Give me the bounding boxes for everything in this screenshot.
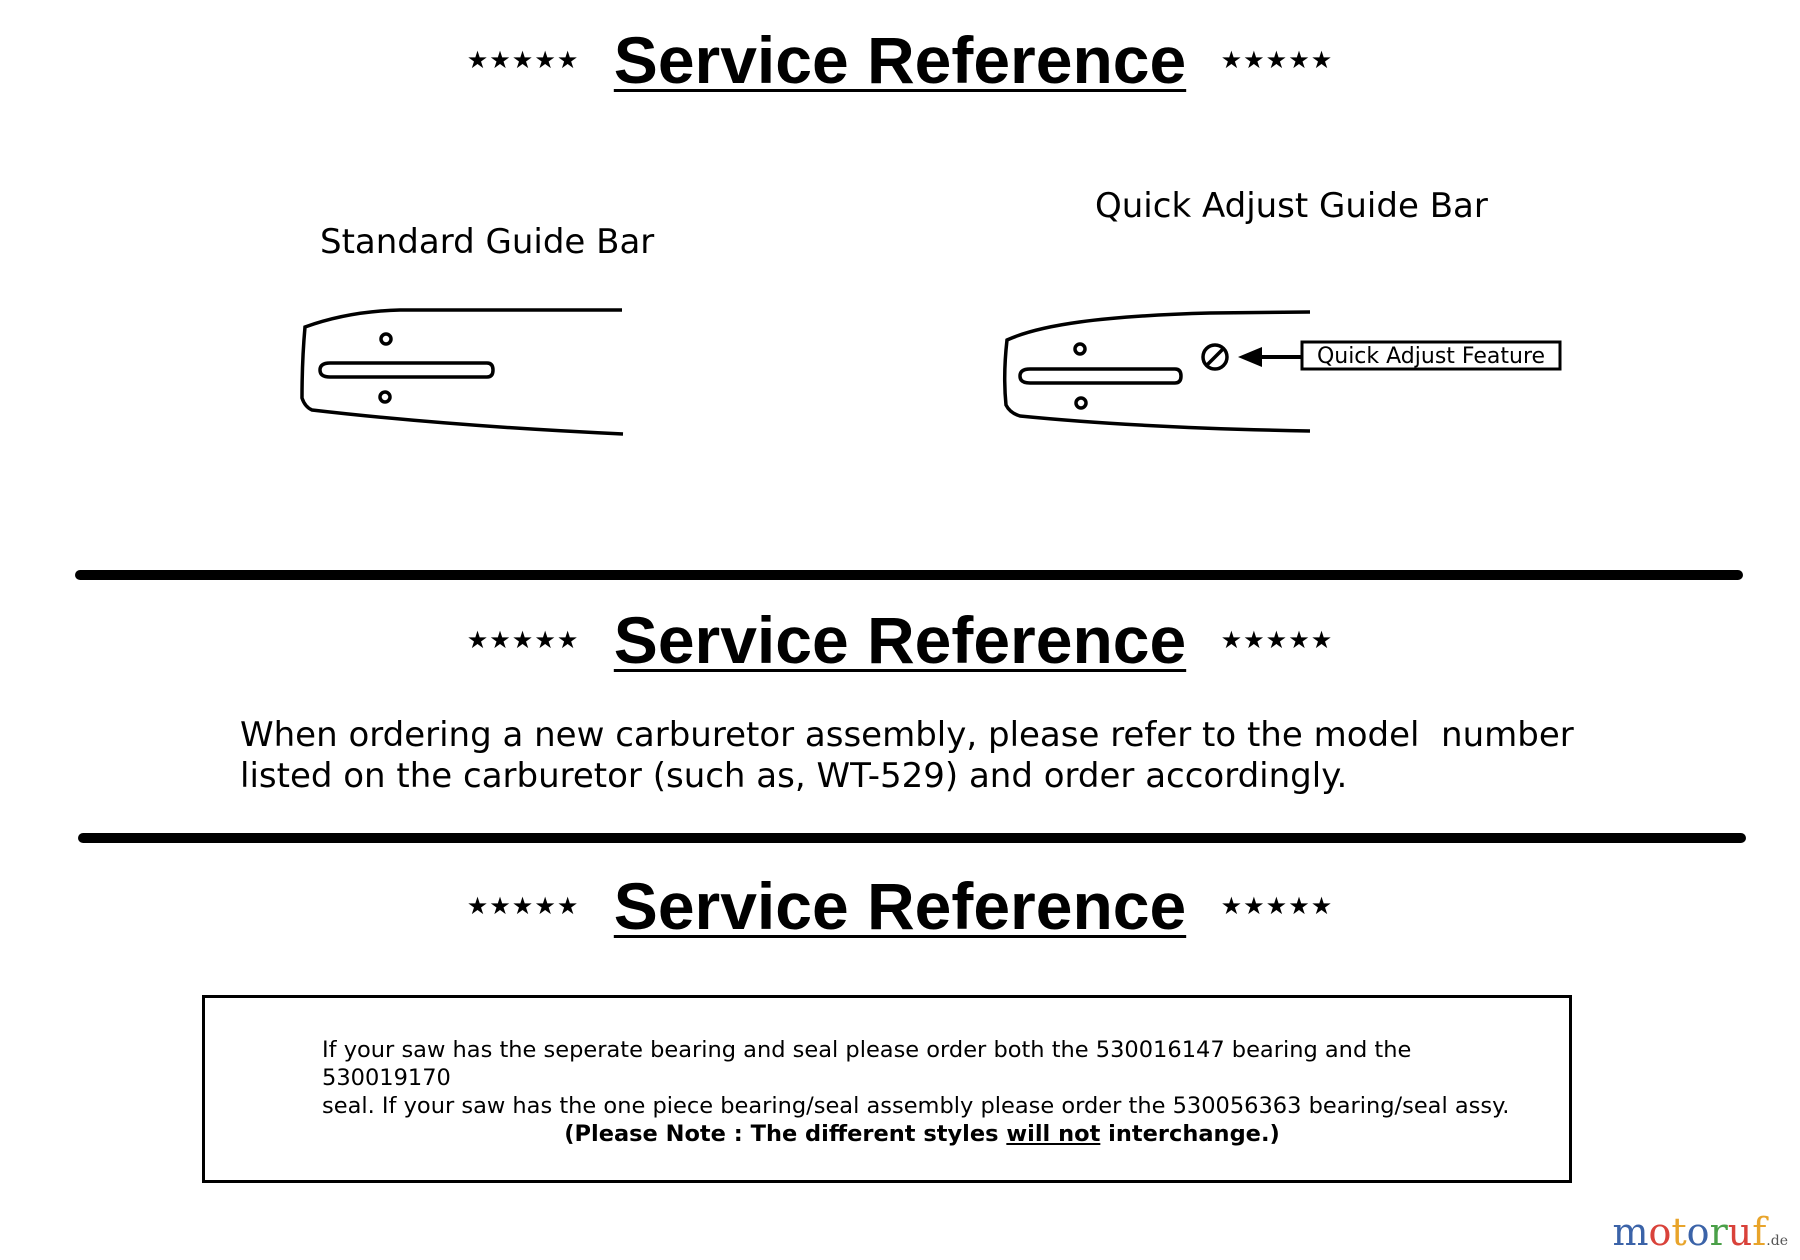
- stars-left: ★★★★★: [466, 892, 580, 920]
- stars-right: ★★★★★: [1220, 626, 1334, 654]
- interchange-note-emphasis: will not: [1006, 1121, 1101, 1147]
- adjust-screw-icon: [1203, 345, 1227, 369]
- logo-letter: u: [1727, 1210, 1753, 1254]
- bearing-note: [322, 1036, 1532, 1148]
- logo-letters: [1612, 1210, 1766, 1254]
- stars-right: ★★★★★: [1220, 46, 1334, 74]
- stars-left: ★★★★★: [466, 46, 580, 74]
- interchange-note-prefix: (Please Note : The different styles: [564, 1121, 1007, 1147]
- quick-adjust-guide-bar-label: Quick Adjust Guide Bar: [1095, 186, 1488, 226]
- logo-letter: r: [1709, 1210, 1728, 1254]
- logo-tld: .de: [1766, 1233, 1788, 1249]
- logo-letter: o: [1686, 1210, 1710, 1254]
- logo-letter: o: [1648, 1210, 1672, 1254]
- standard-guide-bar-label: Standard Guide Bar: [320, 222, 655, 262]
- motoruf-logo: [1612, 1210, 1788, 1254]
- carburetor-note: [240, 715, 1620, 797]
- bearing-note-line1: If your saw has the seperate bearing and seal please order both the 530016147 bearing and the 530019170: [322, 1037, 1412, 1091]
- stars-right: ★★★★★: [1220, 892, 1334, 920]
- interchange-note: [472, 1120, 1372, 1148]
- carburetor-note-line2: listed on the carburetor (such as, WT-529) and order accordingly.: [240, 756, 1348, 796]
- section1-title: Service Reference: [613, 23, 1187, 97]
- bearing-note-line2: seal. If your saw has the one piece bearing/seal assembly please order the 530056363 bearing/seal assy.: [322, 1093, 1510, 1119]
- interchange-note-suffix: interchange.): [1100, 1121, 1280, 1147]
- section2-header: [0, 602, 1800, 678]
- divider-rule: [78, 833, 1746, 843]
- logo-letter: m: [1612, 1210, 1649, 1254]
- logo-letter: f: [1752, 1210, 1767, 1254]
- stars-left: ★★★★★: [466, 626, 580, 654]
- section3-title: Service Reference: [613, 869, 1187, 943]
- callout-arrow-icon: [1238, 347, 1302, 367]
- quick-adjust-guide-bar-illustration: [0, 0, 1800, 600]
- divider-rule: [75, 570, 1743, 580]
- carburetor-note-line1: When ordering a new carburetor assembly, please refer to the model number: [240, 715, 1574, 755]
- logo-letter: t: [1671, 1210, 1687, 1254]
- section2-title: Service Reference: [613, 603, 1187, 677]
- quick-adjust-feature-callout: Quick Adjust Feature: [1316, 344, 1546, 369]
- section3-header: [0, 868, 1800, 944]
